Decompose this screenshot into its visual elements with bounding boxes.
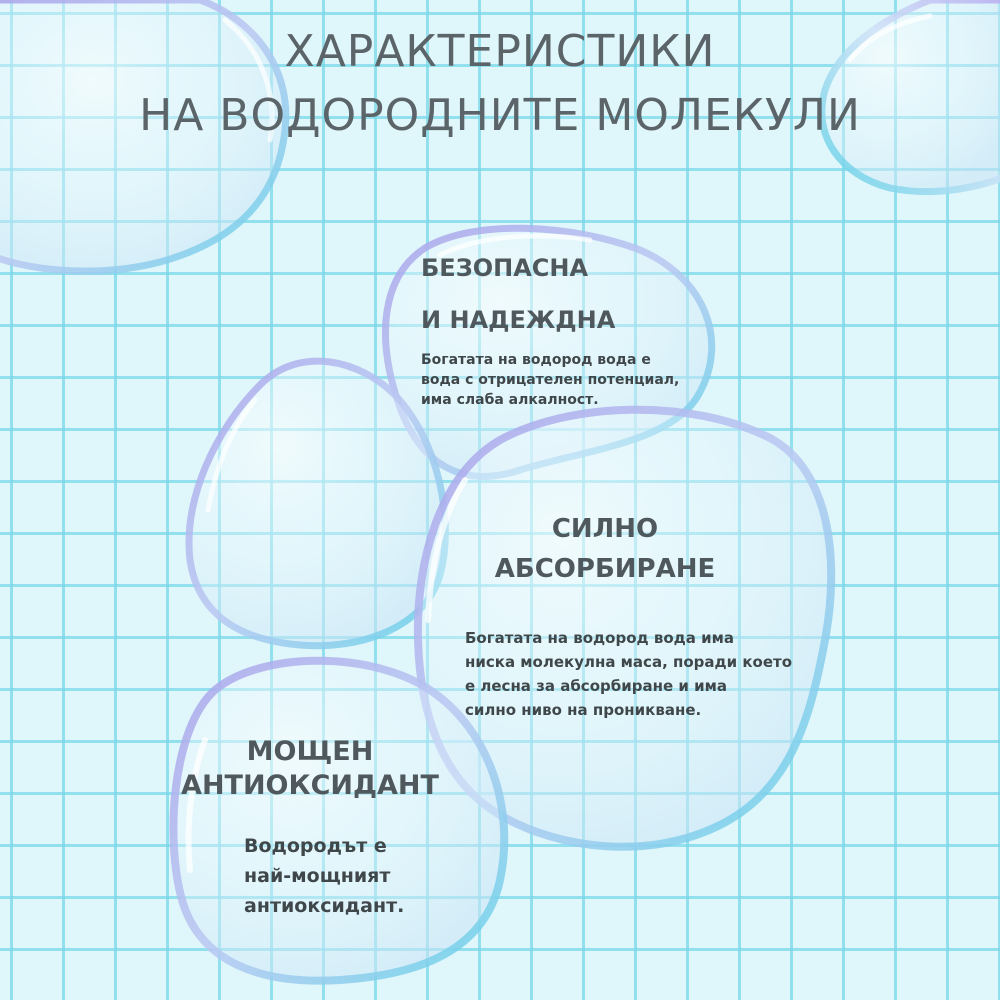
card-body-line-2: ниска молекулна маса, поради което — [465, 653, 793, 671]
bubble-powerful-antioxidant — [173, 661, 504, 981]
card-body-line-1: Богатата на водород вода е — [421, 352, 651, 368]
page-title-line-1: ХАРАКТЕРИСТИКИ — [284, 26, 716, 77]
card-body-line-3: има слаба алкалност. — [421, 392, 599, 408]
card-body-line-2: вода с отрицателен потенциал, — [421, 372, 680, 388]
card-body-line-1: Богатата на водород вода има — [465, 629, 735, 647]
bubble-left-middle — [189, 361, 445, 646]
card-heading-line-1: МОЩЕН — [246, 736, 374, 767]
card-body-line-4: силно ниво на проникване. — [465, 701, 702, 719]
card-heading-line-1: СИЛНО — [551, 514, 659, 544]
card-heading-line-2: АБСОРБИРАНЕ — [494, 554, 716, 584]
page-title-line-2: НА ВОДОРОДНИТЕ МОЛЕКУЛИ — [139, 90, 861, 141]
card-heading-line-2: АНТИОКСИДАНТ — [181, 770, 439, 801]
card-body-line-2: най-мощният — [244, 865, 391, 887]
card-body-line-3: е лесна за абсорбиране и има — [465, 677, 727, 695]
card-body-line-3: антиоксидант. — [244, 895, 405, 917]
card-heading-line-1: БЕЗОПАСНА — [421, 254, 589, 282]
card-body-line-1: Водородът е — [244, 835, 387, 857]
card-heading-line-2: И НАДЕЖДНА — [421, 306, 616, 334]
